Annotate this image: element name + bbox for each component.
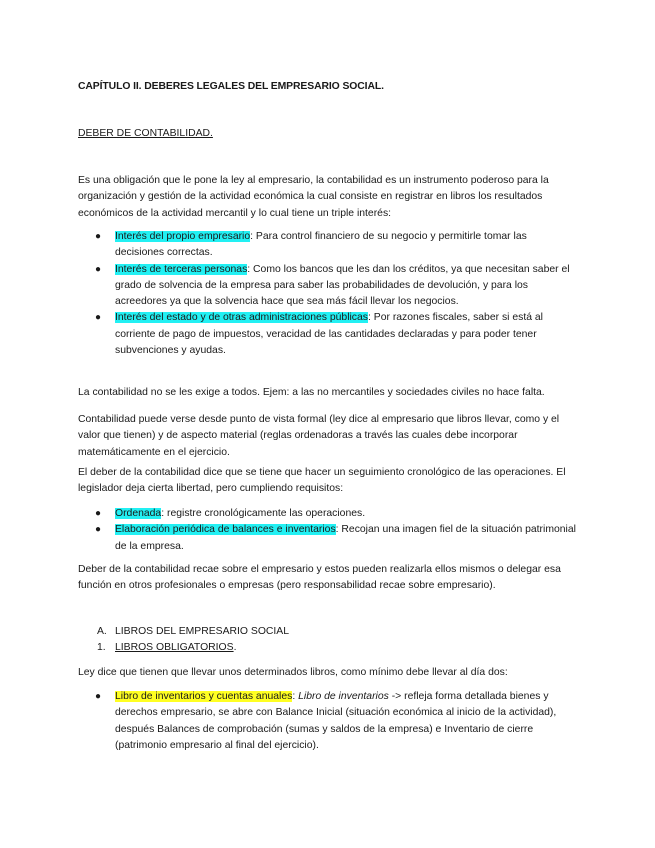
paragraph-not-all: La contabilidad no se les exige a todos. Ejem: a las no mercantiles y sociedades civiles no hace falta. (78, 387, 545, 398)
item-text: : Para control financiero de su negocio y permitirle tomar las decisiones correctas. (115, 231, 527, 259)
highlighted-term: Interés del estado y de otras administraciones públicas (115, 312, 368, 324)
bullet-icon: ● (95, 691, 102, 702)
item-text: : registre cronológicamente las operaciones. (161, 508, 366, 519)
outline-item (78, 624, 578, 640)
outline-label: LIBROS DEL EMPRESARIO SOCIAL (115, 626, 289, 637)
bullet-icon: ● (95, 524, 102, 536)
outline-suffix: . (233, 642, 237, 654)
paragraph-follow: El deber de la contabilidad dice que se tiene que hacer un seguimiento cronológico de las operaciones. El legislador deja cierta libertad, pero cumpliendo requisitos: (78, 467, 566, 495)
highlighted-term: Elaboración periódica de balances e inventarios (115, 524, 336, 536)
books-list (78, 689, 578, 754)
bullet-icon: ● (95, 508, 102, 519)
item-text: : Como los bancos que les dan los créditos, ya que necesitan saber el grado de solvencia de la empresa para saber las probabilidades de devolución, y para los acreedores ya que la solvencia hace que sea más fácil llevar los negocios. (115, 263, 570, 308)
chapter-title: CAPÍTULO II. DEBERES LEGALES DEL EMPRESARIO SOCIAL. (78, 81, 384, 92)
item-text: -> refleja forma detallada bienes y derechos empresario, se abre con Balance Inicial (situación económica al inicio de la actividad), después Balances de comprobación (sumas y saldos de la empresa) e Inventario de cierre (patrimonio empresario al final del ejercicio). (115, 691, 557, 751)
list-item (78, 506, 578, 522)
highlighted-term: Interés del propio empresario (115, 231, 251, 242)
item-text: : Por razones fiscales, saber si está al corriente de pago de impuestos, veracidad de las cantidades declaradas y para poder tener subvenciones y ayudas. (115, 312, 543, 357)
bullet-icon: ● (95, 312, 102, 324)
list-item (78, 689, 578, 754)
outline-item (78, 640, 578, 656)
paragraph-law: Ley dice que tienen que llevar unos determinados libros, como mínimo debe llevar al día dos: (78, 667, 508, 678)
requirements-list (78, 506, 578, 555)
interests-list (78, 229, 578, 359)
outline-label: LIBROS OBLIGATORIOS (115, 642, 234, 654)
intro-paragraph: Es una obligación que le pone la ley al empresario, la contabilidad es un instrumento poderoso para la organización y gestión de la actividad económica la cual consiste en registrar en libros los resultados económicos de la actividad mercantil y lo cual tiene un triple interés: (78, 175, 549, 219)
section-title: DEBER DE CONTABILIDAD. (78, 128, 213, 139)
outline-list (78, 624, 578, 657)
paragraph-duty: Deber de la contabilidad recae sobre el empresario y estos pueden realizarla ellos mismos o delegar esa función en otros profesionales o empresas (pero responsabilidad recae sobre empresario). (78, 564, 561, 592)
list-item (78, 262, 578, 311)
list-item (78, 522, 578, 555)
item-separator: : (292, 691, 299, 702)
highlighted-term: Ordenada (115, 508, 162, 519)
paragraph-formal: Contabilidad puede verse desde punto de vista formal (ley dice al empresario que libros llevar, como y el valor que tienen) y de aspecto material (reglas ordenadoras a través las cuales debe incorporar matemáticamente en el ejercicio. (78, 414, 560, 458)
bullet-icon: ● (95, 263, 102, 275)
item-text: : Recojan una imagen fiel de la situación patrimonial de la empresa. (115, 524, 576, 552)
outline-marker: 1. (97, 642, 106, 654)
highlighted-term: Libro de inventarios y cuentas anuales (115, 691, 293, 702)
list-item (78, 229, 578, 262)
italic-term: Libro de inventarios (298, 691, 389, 702)
outline-marker: A. (97, 626, 107, 637)
list-item (78, 310, 578, 359)
highlighted-term: Interés de terceras personas (115, 263, 248, 275)
bullet-icon: ● (95, 231, 102, 242)
